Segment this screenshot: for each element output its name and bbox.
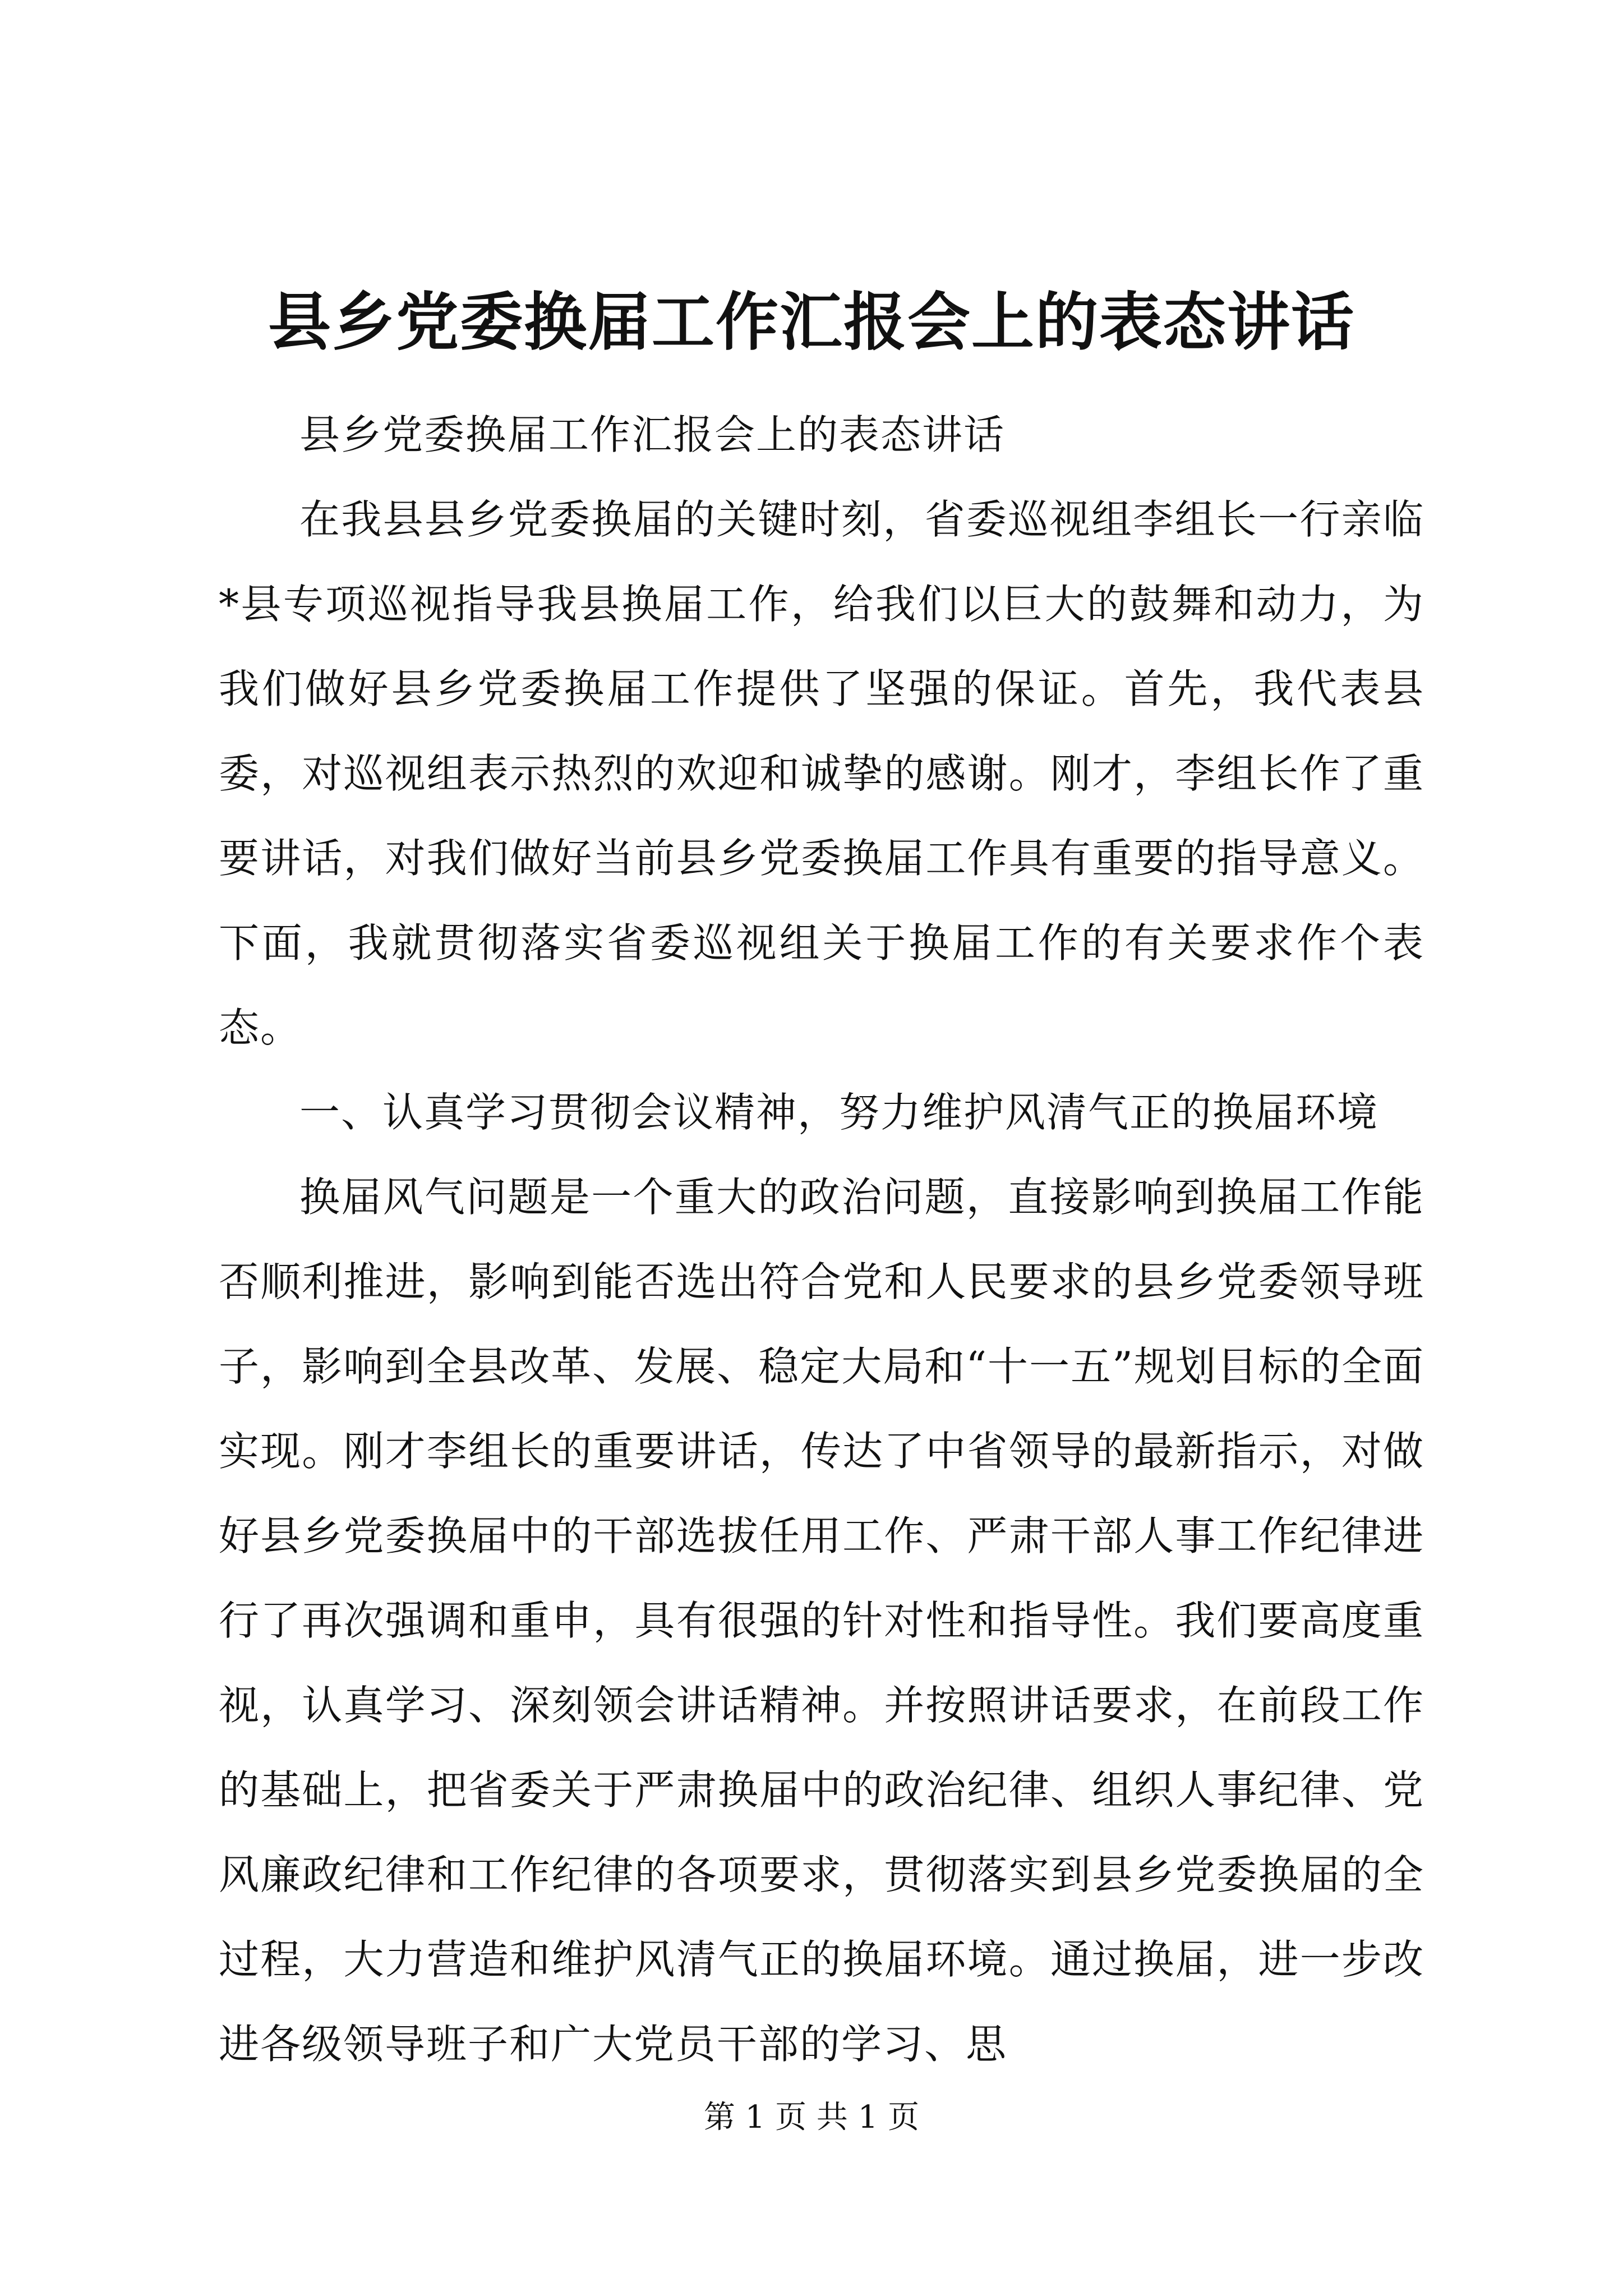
page-number: 第 1 页 共 1 页 <box>703 2099 920 2136</box>
document-body <box>219 393 1424 2087</box>
subtitle-paragraph: 县乡党委换届工作汇报会上的表态讲话 <box>299 411 1006 458</box>
section-heading: 一、认真学习贯彻会议精神，努力维护风清气正的换届环境 <box>299 1089 1379 1136</box>
intro-paragraph: 在我县县乡党委换届的关键时刻，省委巡视组李组长一行亲临*县专项巡视指导我县换届工作，给我们以巨大的鼓舞和动力，为我们做好县乡党委换届工作提供了坚强的保证。首先，我代表县委，对巡视组表示热烈的欢迎和诚挚的感谢。刚才，李组长作了重要讲话，对我们做好当前县乡党委换届工作具有重要的指导意义。下面，我就贯彻落实省委巡视组关于换届工作的有关要求作个表态。 <box>219 496 1424 1051</box>
document-title: 县乡党委换届工作汇报会上的表态讲话 <box>268 286 1355 359</box>
body-paragraph: 换届风气问题是一个重大的政治问题，直接影响到换届工作能否顺利推进，影响到能否选出符合党和人民要求的县乡党委领导班子，影响到全县改革、发展、稳定大局和“十一五”规划目标的全面实现。刚才李组长的重要讲话，传达了中省领导的最新指示，对做好县乡党委换届中的干部选拔任用工作、严肃干部人事工作纪律进行了再次强调和重申，具有很强的针对性和指导性。我们要高度重视，认真学习、深刻领会讲话精神。并按照讲话要求，在前段工作的基础上，把省委关于严肃换届中的政治纪律、组织人事纪律、党风廉政纪律和工作纪律的各项要求，贯彻落实到县乡党委换届的全过程，大力营造和维护风清气正的换届环境。通过换届，进一步改进各级领导班子和广大党员干部的学习、思 <box>219 1174 1424 2068</box>
